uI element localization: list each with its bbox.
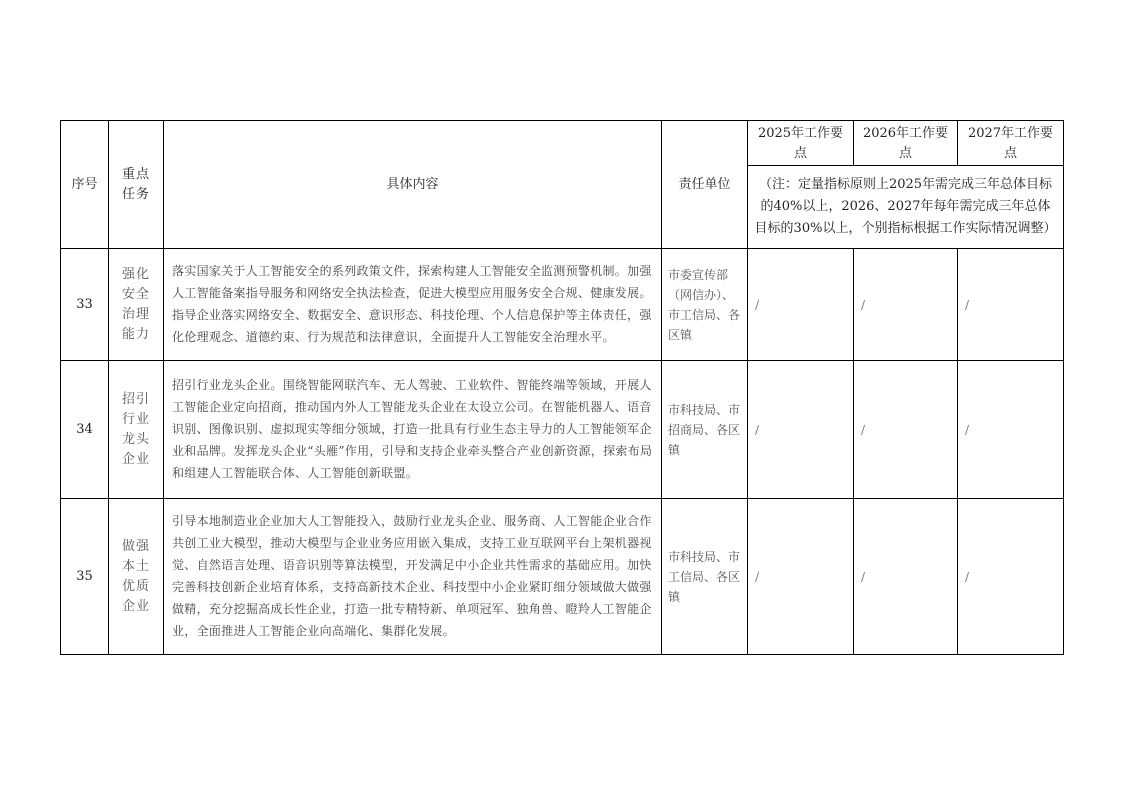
row-content: 引导本地制造业企业加大人工智能投入，鼓励行业龙头企业、服务商、人工智能企业合作共创工业大模型，推动大模型与企业业务应用嵌入集成，支持工业互联网平台上架机器视觉、自然语言处理、语音识别等算法模型，开发满足中小企业共性需求的基础应用。加快完善科技创新企业培育体系，支持高新技术企业、科技型中小企业紧盯细分领域做大做强做精，充分挖掘高成长性企业，打造一批专精特新、单项冠军、独角兽、瞪羚人工智能企业，全面推进人工智能企业向高端化、集群化发展。 [164, 499, 662, 655]
table-row [61, 499, 1064, 655]
row-content: 落实国家关于人工智能安全的系列政策文件，探索构建人工智能安全监测预警机制。加强人工智能备案指导服务和网络安全执法检查，促进大模型应用服务安全合规、健康发展。指导企业落实网络安全、数据安全、意识形态、科技伦理、个人信息保护等主体责任，强化伦理观念、道德约束、行为规范和法律意识，全面提升人工智能安全治理水平。 [164, 249, 662, 361]
header-year-2025: 2025年工作要点 [748, 121, 854, 166]
row-unit [662, 361, 748, 499]
table-row [61, 361, 1064, 499]
row-unit-label: 市科技局、市工信局、各区镇 [668, 549, 741, 604]
row-task-label: 做强本土优质企业 [122, 538, 151, 614]
header-seq: 序号 [61, 121, 109, 249]
row-content: 招引行业龙头企业。围绕智能网联汽车、无人驾驶、工业软件、智能终端等领域，开展人工智能企业定向招商，推动国内外人工智能龙头企业在太设立公司。在智能机器人、语音识别、图像识别、虚拟现实等细分领域，打造一批具有行业生态主导力的人工智能领军企业和品牌。发挥龙头企业“头雁”作用，引导和支持企业牵头整合产业创新资源，探索布局和组建人工智能联合体、人工智能创新联盟。 [164, 361, 662, 499]
row-2027-value: / [958, 361, 1064, 499]
header-note: （注：定量指标原则上2025年需完成三年总体目标的40%以上，2026、2027年每年需完成三年总体目标的30%以上，个别指标根据工作实际情况调整） [748, 166, 1064, 249]
row-unit-label: 市委宣传部（网信办）、市工信局、各区镇 [668, 267, 741, 342]
row-unit-label: 市科技局、市招商局、各区镇 [668, 402, 741, 457]
row-task [109, 499, 164, 655]
table-row [61, 249, 1064, 361]
row-2025-value: / [748, 249, 854, 361]
row-2026-value: / [854, 361, 958, 499]
row-seq: 33 [61, 249, 109, 361]
row-unit [662, 249, 748, 361]
row-task [109, 249, 164, 361]
work-plan-table [60, 120, 1064, 655]
row-2027-value: / [958, 249, 1064, 361]
row-2026-value: / [854, 249, 958, 361]
row-2025-value: / [748, 499, 854, 655]
row-unit [662, 499, 748, 655]
header-row-years [61, 121, 1064, 166]
row-task-label: 强化安全治理能力 [122, 266, 151, 342]
row-2025-value: / [748, 361, 854, 499]
header-task [109, 121, 164, 249]
header-task-label: 重点任务 [122, 166, 151, 202]
header-year-2027: 2027年工作要点 [958, 121, 1064, 166]
header-content: 具体内容 [164, 121, 662, 249]
row-seq: 35 [61, 499, 109, 655]
row-2027-value: / [958, 499, 1064, 655]
header-unit: 责任单位 [662, 121, 748, 249]
row-task-label: 招引行业龙头企业 [122, 391, 151, 467]
row-seq: 34 [61, 361, 109, 499]
header-year-2026: 2026年工作要点 [854, 121, 958, 166]
row-2026-value: / [854, 499, 958, 655]
row-task [109, 361, 164, 499]
